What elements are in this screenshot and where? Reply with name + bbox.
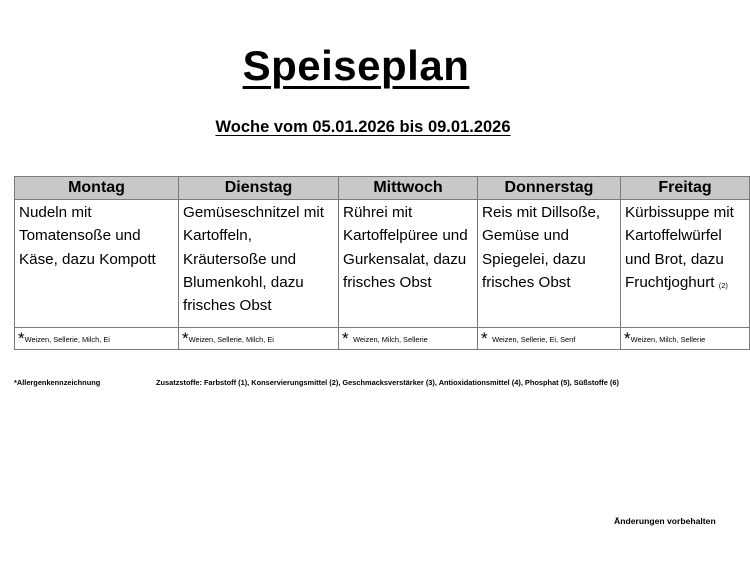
page-title: Speiseplan — [242, 42, 470, 89]
day-header-dienstag: Dienstag — [179, 177, 339, 200]
dish-donnerstag — [478, 200, 621, 328]
day-header-montag: Montag — [15, 177, 179, 200]
allergen-marker: * — [342, 328, 349, 348]
dish-text: Kürbissuppe mit Kartoffelwürfel und Brot, dazu Fruchtjoghurt — [625, 204, 734, 291]
allergen-list: Weizen, Milch, Sellerie — [353, 334, 428, 344]
allergen-list: Weizen, Sellerie, Milch, Ei — [24, 334, 110, 344]
dish-text: Nudeln mit Tomatensoße und Käse, dazu Kompott — [19, 204, 156, 268]
allergens-mittwoch — [339, 328, 478, 350]
menu-table — [14, 176, 750, 350]
allergen-legend: *Allergenkennzeichnung — [14, 378, 101, 387]
allergen-list: Weizen, Sellerie, Milch, Ei — [188, 334, 274, 344]
allergen-marker: * — [182, 328, 189, 348]
allergen-list: Weizen, Sellerie, Ei, Senf — [492, 334, 576, 344]
additive-note: (2) — [718, 280, 728, 290]
allergens-dienstag — [179, 328, 339, 350]
allergen-list: Weizen, Milch, Sellerie — [630, 334, 706, 344]
day-header-donnerstag: Donnerstag — [478, 177, 621, 200]
allergen-row — [15, 328, 750, 350]
dish-dienstag — [179, 200, 339, 328]
dish-text: Rührei mit Kartoffelpüree und Gurkensalat, dazu frisches Obst — [343, 204, 468, 291]
dish-freitag — [621, 200, 750, 328]
dish-text: Reis mit Dillsoße, Gemüse und Spiegelei, dazu frisches Obst — [482, 204, 601, 291]
allergen-marker: * — [624, 328, 631, 348]
dish-montag — [15, 200, 179, 328]
footer-note: Änderungen vorbehalten — [614, 516, 716, 526]
day-header-mittwoch: Mittwoch — [339, 177, 478, 200]
allergen-marker: * — [481, 328, 488, 348]
allergens-donnerstag — [478, 328, 621, 350]
dish-mittwoch — [339, 200, 478, 328]
week-range: Woche vom 05.01.2026 bis 09.01.2026 — [215, 118, 511, 136]
day-header-freitag: Freitag — [621, 177, 750, 200]
dish-row — [15, 200, 750, 328]
allergen-marker: * — [18, 328, 25, 348]
table-header-row — [15, 177, 750, 200]
allergens-montag — [15, 328, 179, 350]
additives-legend: Zusatzstoffe: Farbstoff (1), Konservierungsmittel (2), Geschmacksverstärker (3), Antioxidationsmittel (4), Phosphat (5), Süßstoffe (6) — [156, 378, 619, 387]
allergens-freitag — [621, 328, 750, 350]
dish-text: Gemüseschnitzel mit Kartoffeln, Kräutersoße und Blumenkohl, dazu frisches Obst — [183, 204, 324, 315]
